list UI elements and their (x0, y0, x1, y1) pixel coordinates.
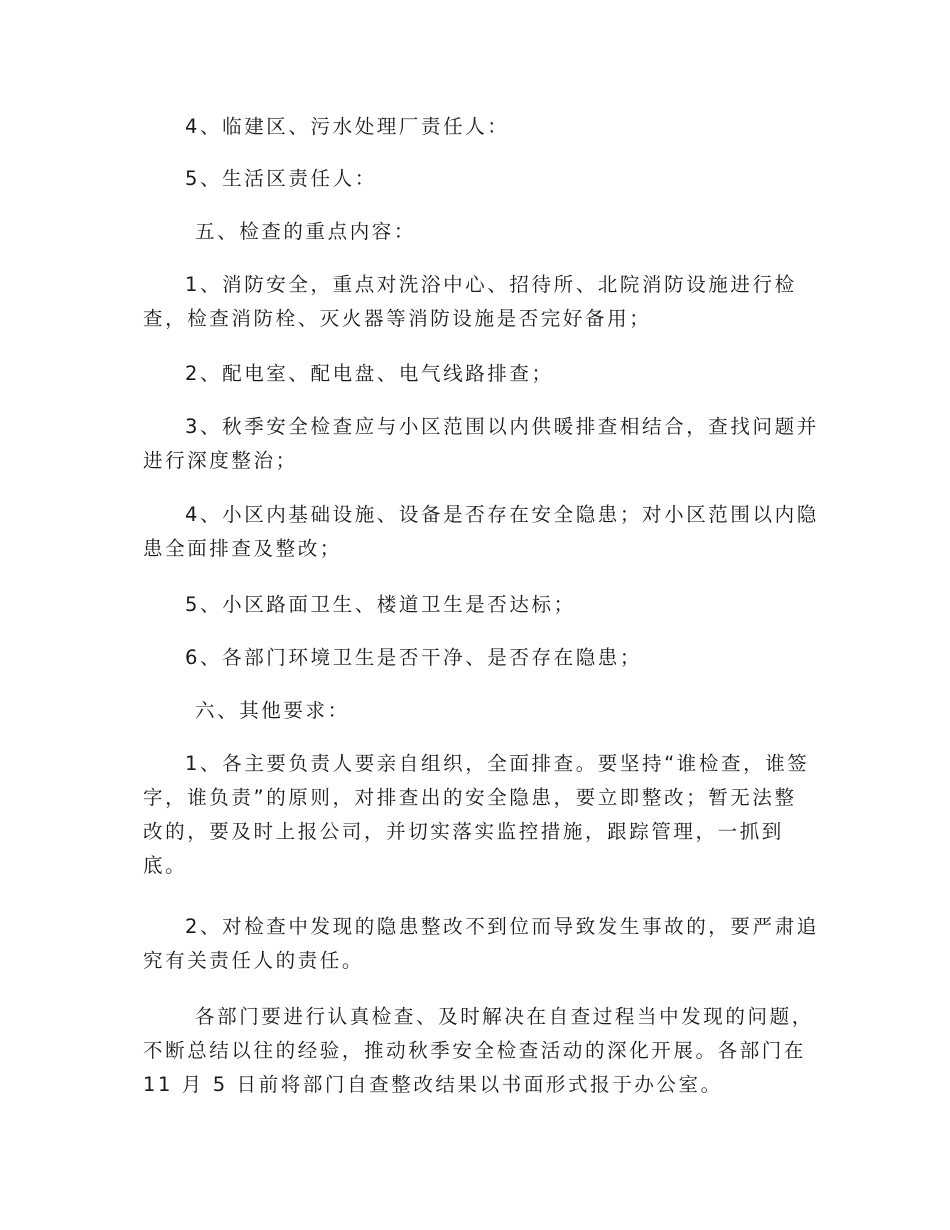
paragraph-item-5 (143, 588, 808, 622)
text-line: 改的，要及时上报公司，并切实落实监控措施，跟踪管理，一抓到 (143, 820, 784, 843)
text-line: 4、小区内基础设施、设备是否存在安全隐患；对小区范围以内隐 (185, 503, 819, 526)
paragraph-item-4 (143, 498, 819, 566)
section-heading-text: 五、检查的重点内容： (195, 220, 417, 243)
text-line: 5、生活区责任人： (185, 167, 377, 190)
text-line: 5、小区路面卫生、楼道卫生是否达标； (185, 593, 576, 616)
paragraph-item-6 (143, 641, 808, 675)
paragraph-requirement-1 (143, 747, 808, 883)
text-line: 1、消防安全，重点对洗浴中心、招待所、北院消防设施进行检 (185, 273, 797, 296)
text-line: 底。 (143, 854, 188, 877)
text-line: 4、临建区、污水处理厂责任人： (185, 115, 510, 138)
paragraph-item-1 (143, 268, 808, 336)
text-line: 1、各主要负责人要亲自组织，全面排查。要坚持“谁检查，谁签 (185, 752, 810, 775)
text-line: 各部门要进行认真检查、及时解决在自查过程当中发现的问题， (195, 1005, 814, 1028)
paragraph-requirement-2 (143, 910, 819, 978)
text-line: 2、配电室、配电盘、电气线路排查； (185, 362, 554, 385)
paragraph-responsible-4 (143, 110, 808, 144)
text-line: 11 月 5 日前将部门自查整改结果以书面形式报于办公室。 (143, 1073, 723, 1096)
paragraph-responsible-5 (143, 162, 808, 196)
paragraph-item-3 (143, 410, 819, 478)
text-line: 字，谁负责”的原则，对排查出的安全隐患，要立即整改；暂无法整 (143, 786, 797, 809)
paragraph-item-2 (143, 357, 808, 391)
text-line: 2、对检查中发现的隐患整改不到位而导致发生事故的，要严肃追 (185, 915, 819, 938)
section-heading-6 (143, 694, 808, 728)
text-line: 患全面排查及整改； (143, 537, 342, 560)
text-line: 3、秋季安全检查应与小区范围以内供暖排查相结合，查找问题并 (185, 415, 819, 438)
section-heading-5 (143, 215, 808, 249)
text-line: 6、各部门环境卫生是否干净、是否存在隐患； (185, 646, 643, 669)
text-line: 究有关责任人的责任。 (143, 949, 365, 972)
text-line: 查，检查消防栓、灭火器等消防设施是否完好备用； (143, 307, 652, 330)
text-line: 进行深度整治； (143, 449, 298, 472)
text-line: 不断总结以往的经验，推动秋季安全检查活动的深化开展。各部门在 (143, 1039, 807, 1062)
section-heading-text: 六、其他要求： (195, 699, 350, 722)
paragraph-closing (143, 1000, 814, 1102)
